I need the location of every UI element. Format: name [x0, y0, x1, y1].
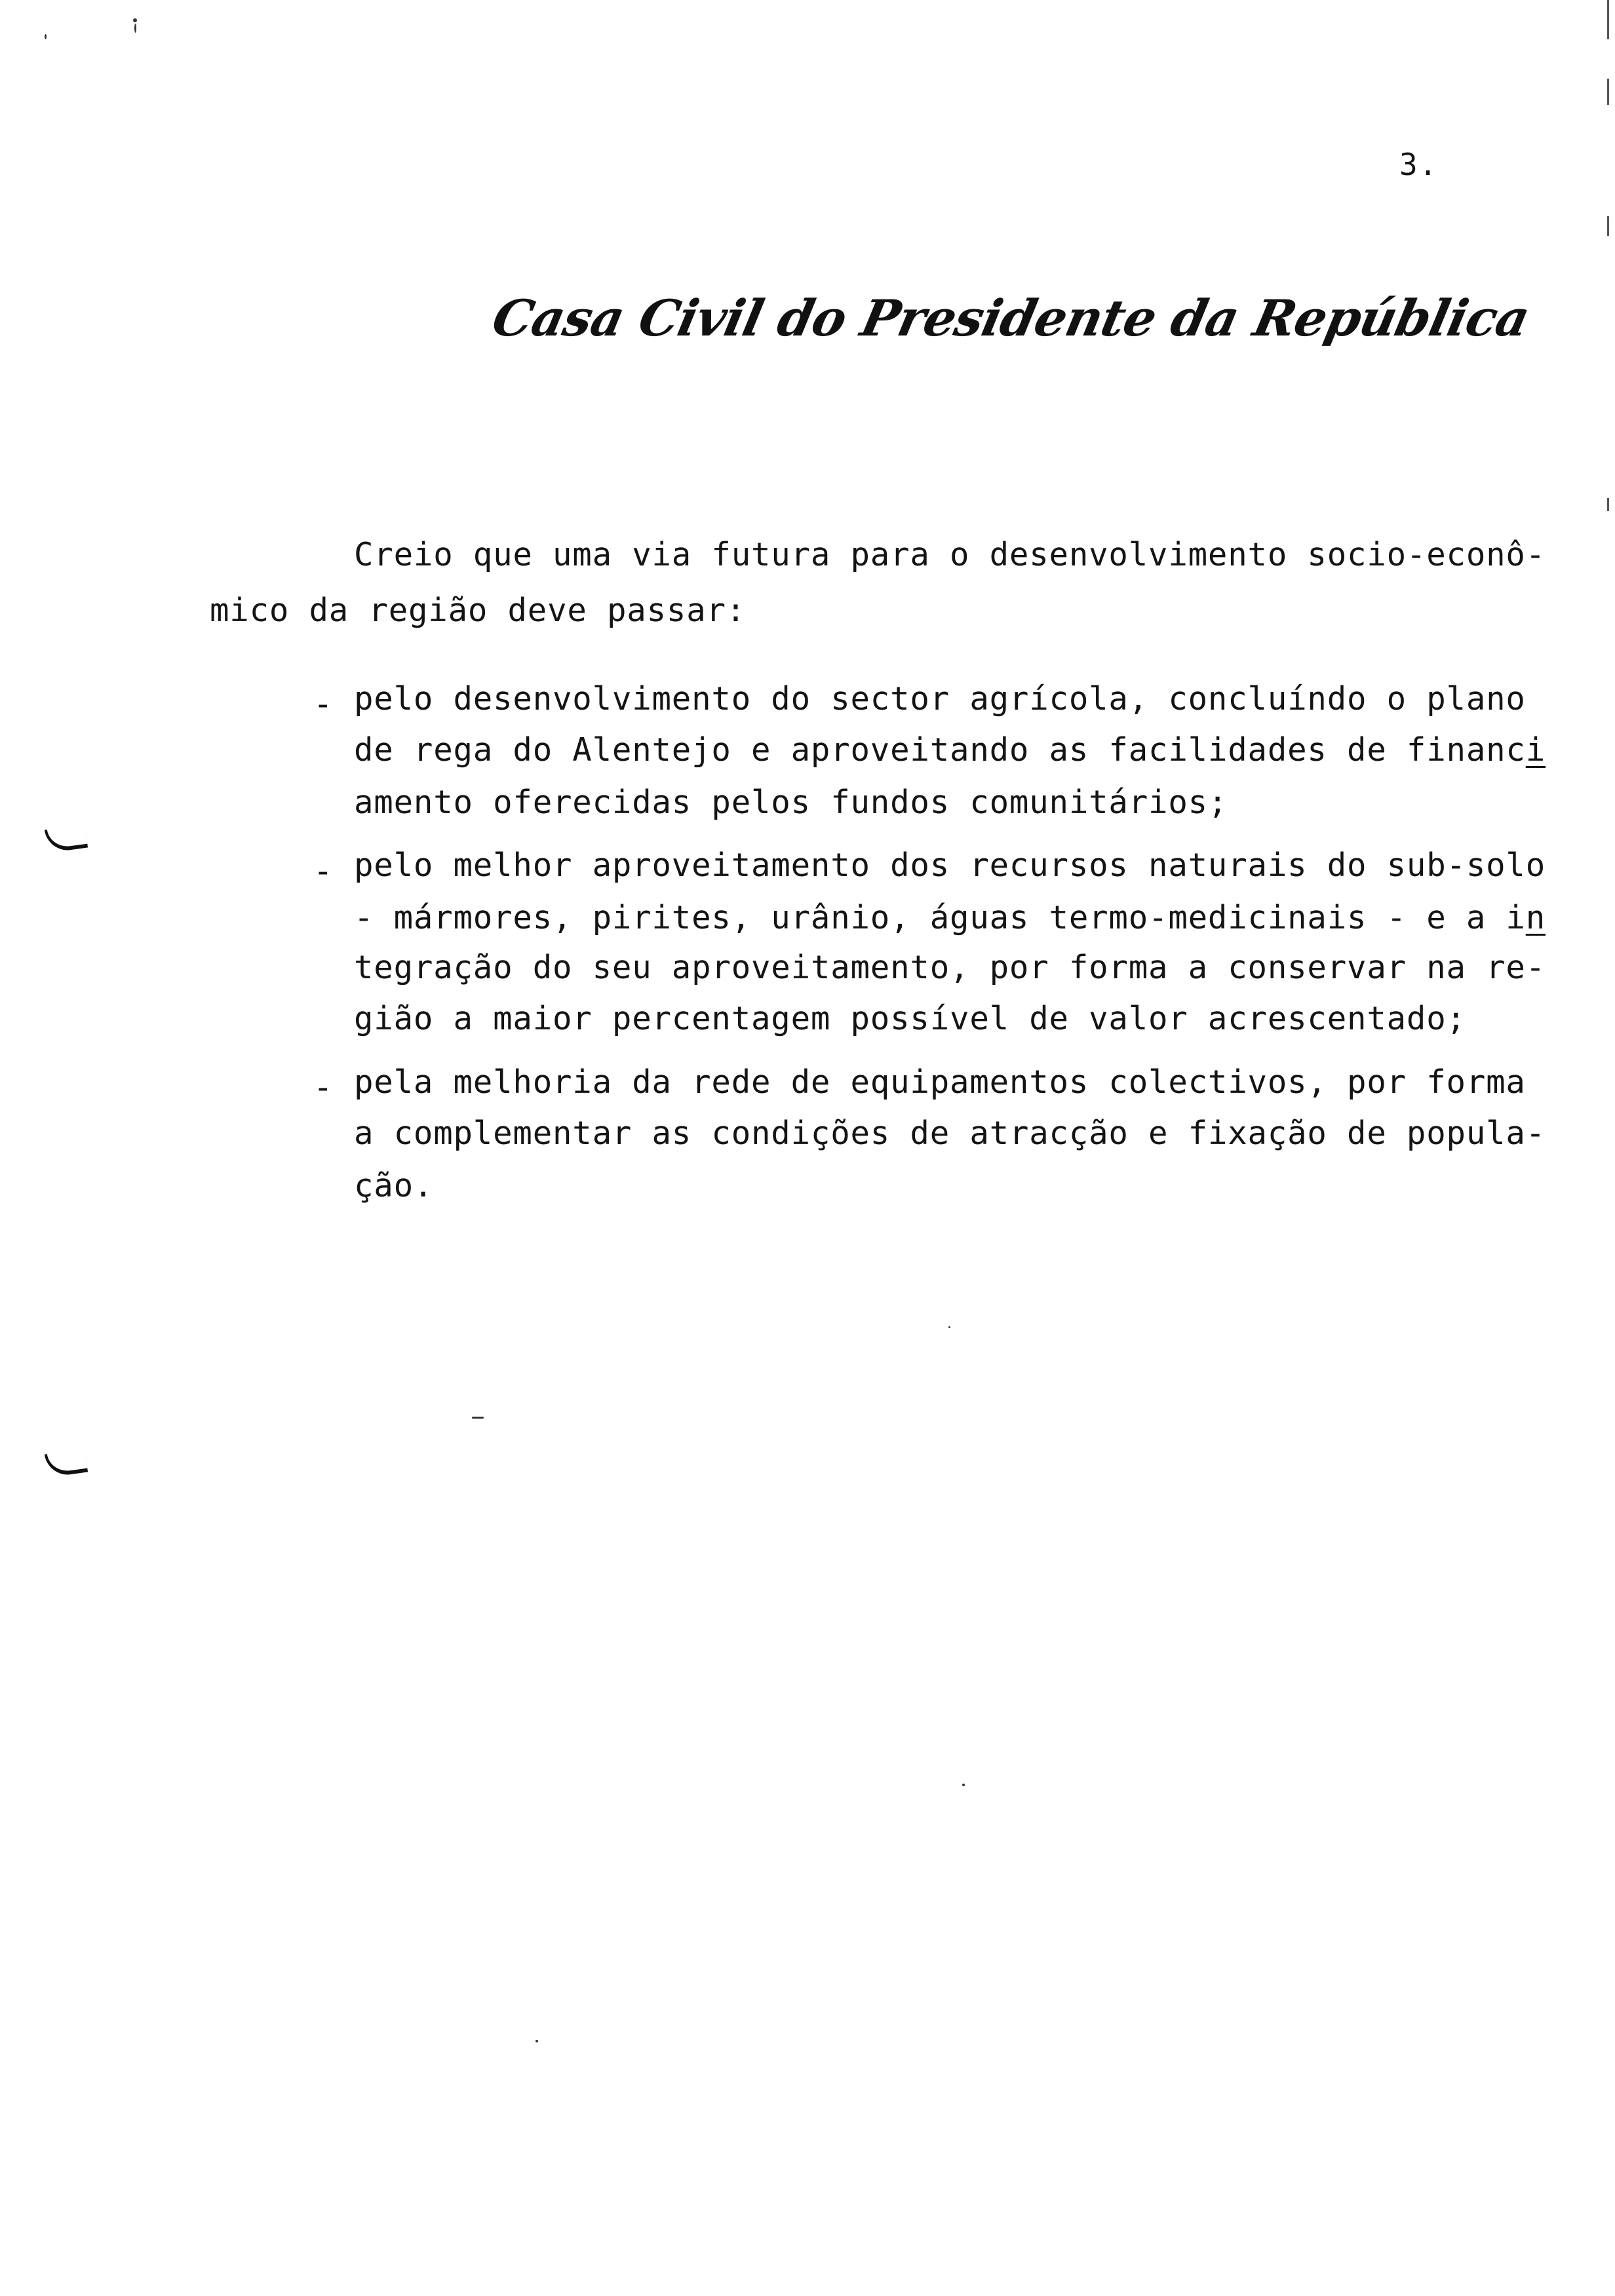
intro-line: Creio que uma via futura para o desenvolvimento socio-econô- [354, 536, 1546, 573]
bullet-dash: - [313, 685, 333, 723]
scan-speck [134, 24, 136, 33]
bullet-line: gião a maior percentagem possível de valor acrescentado; [354, 1000, 1466, 1037]
scan-speck [962, 1784, 965, 1786]
scan-edge-mark [1607, 216, 1609, 236]
scan-speck [472, 1417, 484, 1419]
bullet-line: a complementar as condições de atracção e fixação de popula- [354, 1115, 1546, 1152]
intro-line: mico da região deve passar: [210, 592, 747, 629]
scan-speck [133, 18, 137, 22]
scan-speck [45, 34, 47, 39]
bullet-dash: - [313, 1069, 333, 1106]
letterhead: Casa Civil do Presidente da República [487, 289, 1534, 347]
page-number: 3. [1399, 147, 1439, 182]
margin-binder-mark [45, 824, 88, 853]
scan-edge-mark [1607, 0, 1609, 39]
bullet-line: tegração do seu aproveitamento, por forma a conservar na re- [354, 949, 1546, 986]
bullet-line [354, 731, 1546, 769]
bullet-line-text: - mármores, pirites, urânio, águas termo-medicinais - e a i [354, 899, 1526, 936]
scan-speck [948, 1326, 950, 1328]
scan-speck [535, 2040, 538, 2042]
bullet-line: amento oferecidas pelos fundos comunitários; [354, 784, 1228, 821]
bullet-line: pela melhoria da rede de equipamentos colectivos, por forma [354, 1063, 1526, 1101]
bullet-line: pelo desenvolvimento do sector agrícola, concluíndo o plano [354, 680, 1526, 718]
bullet-line: ção. [354, 1167, 434, 1204]
bullet-line: pelo melhor aproveitamento dos recursos naturais do sub-solo [354, 847, 1546, 884]
margin-binder-mark [45, 1449, 88, 1478]
bullet-line-text: de rega do Alentejo e aproveitando as facilidades de financ [354, 731, 1526, 769]
bullet-dash: - [313, 852, 333, 890]
scan-edge-mark [1607, 79, 1609, 105]
underlined-hyphenation: n [1525, 899, 1546, 936]
bullet-line [354, 899, 1546, 936]
scan-edge-mark [1607, 498, 1609, 511]
underlined-hyphenation: i [1525, 731, 1546, 769]
